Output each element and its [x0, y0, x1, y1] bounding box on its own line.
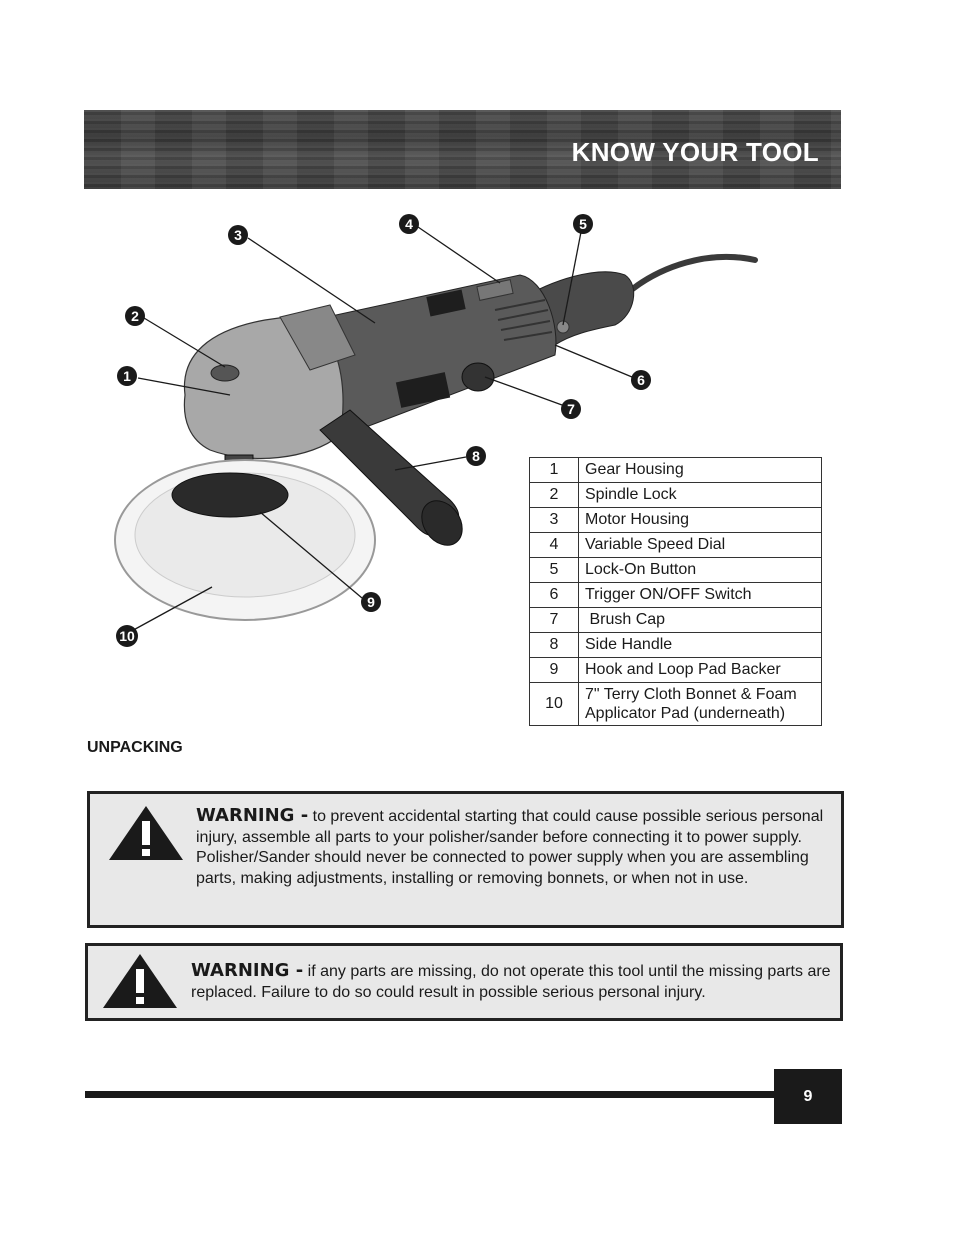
warning-triangle-icon — [107, 804, 185, 862]
table-row: 4 Variable Speed Dial — [530, 533, 822, 558]
table-row: 3 Motor Housing — [530, 508, 822, 533]
table-row: 5 Lock-On Button — [530, 558, 822, 583]
callout-9 — [361, 592, 381, 612]
warning-text-missing-parts — [191, 961, 841, 1003]
pad-backer — [172, 473, 288, 517]
table-row: 8 Side Handle — [530, 633, 822, 658]
svg-text:9: 9 — [367, 594, 375, 610]
svg-text:8: 8 — [472, 448, 480, 464]
callout-1 — [117, 366, 137, 386]
svg-text:6: 6 — [637, 372, 645, 388]
callout-7 — [561, 399, 581, 419]
callout-3 — [228, 225, 248, 245]
spindle-lock — [211, 365, 239, 381]
svg-text:2: 2 — [131, 308, 139, 324]
leader-4 — [418, 227, 500, 283]
warning-box-missing-parts — [85, 943, 843, 1021]
table-row: 10 7" Terry Cloth Bonnet & Foam Applicator Pad (underneath) — [530, 683, 822, 726]
page-title: KNOW YOUR TOOL — [571, 137, 819, 167]
svg-text:4: 4 — [405, 216, 413, 232]
warning-label: WARNING - — [196, 805, 309, 826]
table-row: 7 Brush Cap — [530, 608, 822, 633]
svg-text:10: 10 — [119, 628, 135, 644]
warning-box-assembly — [87, 791, 844, 928]
section-heading-unpacking: UNPACKING — [87, 739, 183, 756]
table-row: 2 Spindle Lock — [530, 483, 822, 508]
leader-6 — [555, 345, 632, 377]
callout-2 — [125, 306, 145, 326]
callout-5 — [573, 214, 593, 234]
page-number: 9 — [774, 1069, 842, 1124]
svg-text:7: 7 — [567, 401, 575, 417]
table-row: 9 Hook and Loop Pad Backer — [530, 658, 822, 683]
callout-6 — [631, 370, 651, 390]
warning-triangle-icon — [101, 952, 179, 1010]
section-banner — [84, 110, 841, 189]
warning-label: WARNING - — [191, 960, 304, 981]
callout-10 — [116, 625, 138, 647]
warning-body: if any parts are missing, do not operate this tool until the missing parts are replaced. Failure to do so could result in possible serious personal injury. — [191, 963, 831, 1001]
footer-rule — [85, 1091, 777, 1098]
callout-4 — [399, 214, 419, 234]
power-cord — [625, 257, 755, 295]
parts-table — [529, 457, 822, 726]
warning-body: to prevent accidental starting that could cause possible serious personal injury, assemble all parts to your polisher/sander before connecting it to power supply. Polisher/Sander should never be connected to power supply when you are assembling parts, making adjustments, installing or removing bonnets, or when not in use. — [196, 808, 824, 887]
svg-text:3: 3 — [234, 227, 242, 243]
table-row: 1 Gear Housing — [530, 458, 822, 483]
svg-text:5: 5 — [579, 216, 587, 232]
callout-8 — [466, 446, 486, 466]
svg-text:1: 1 — [123, 368, 131, 384]
leader-7 — [485, 377, 562, 405]
warning-text-assembly — [196, 806, 826, 889]
table-row: 6 Trigger ON/OFF Switch — [530, 583, 822, 608]
brush-cap — [462, 363, 494, 391]
